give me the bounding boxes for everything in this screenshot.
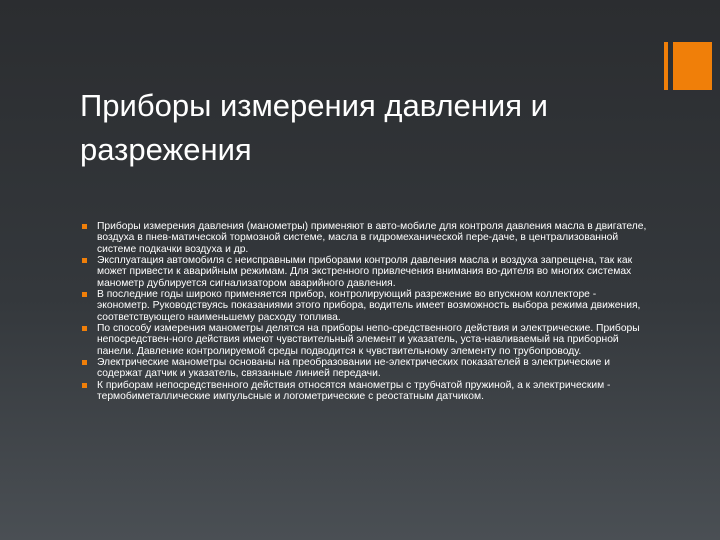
- bullet-square-icon: [82, 258, 87, 263]
- bullet-item: [80, 357, 650, 380]
- bullet-item: [80, 221, 650, 255]
- bullet-square-icon: [82, 326, 87, 331]
- title-accent-bars: [664, 42, 712, 90]
- bullet-square-icon: [82, 292, 87, 297]
- bullet-square-icon: [82, 360, 87, 365]
- accent-bar-thick: [673, 42, 712, 90]
- accent-bar-thin: [664, 42, 668, 90]
- bullet-text: По способу измерения манометры делятся на приборы непо-средственного действия и электрические. Приборы непосредствен-ного действия имеют чувствительный элемент и указатель, уста-навливаемый на приборной панели. Давление контролируемой среды подводится к чувствительному элементу по трубопроводу.: [97, 323, 640, 357]
- bullet-square-icon: [82, 383, 87, 388]
- bullet-text: В последние годы широко применяется прибор, контролирующий разрежение во впускном коллекторе - эконометр. Руководствуясь показаниями этого прибора, водитель имеет возможность выбора режима движения, соответствующего наименьшему расходу топлива.: [97, 289, 641, 323]
- bullet-list: [80, 221, 650, 403]
- bullet-text: Эксплуатация автомобиля с неисправными приборами контроля давления масла и воздуха запрещена, так как может привести к аварийным режимам. Для экстренного привлечения внимания во-дителя во многих системах манометр дублируется сигнализатором аварийного давления.: [97, 255, 633, 289]
- bullet-item: [80, 323, 650, 357]
- bullet-text: Электрические манометры основаны на преобразовании не-электрических показателей в электрические и содержат датчик и указатель, связанные линией передачи.: [97, 357, 610, 380]
- bullet-item: [80, 289, 650, 323]
- bullet-square-icon: [82, 224, 87, 229]
- bullet-text: К приборам непосредственного действия относятся манометры с трубчатой пружиной, а к электрическим - термобиметаллические импульсные и логометрические с реостатным датчиком.: [97, 379, 611, 403]
- bullet-text: Приборы измерения давления (манометры) применяют в авто-мобиле для контроля давления масла в двигателе, воздуха в пнев-матической тормозной системе, масла в гидромеханической пере-даче, в централизованной системе подкачки воздуха и др.: [97, 221, 647, 255]
- bullet-item: [80, 255, 650, 289]
- bullet-item: [80, 380, 650, 403]
- slide-title: Приборы измерения давления и разрежения: [80, 88, 548, 167]
